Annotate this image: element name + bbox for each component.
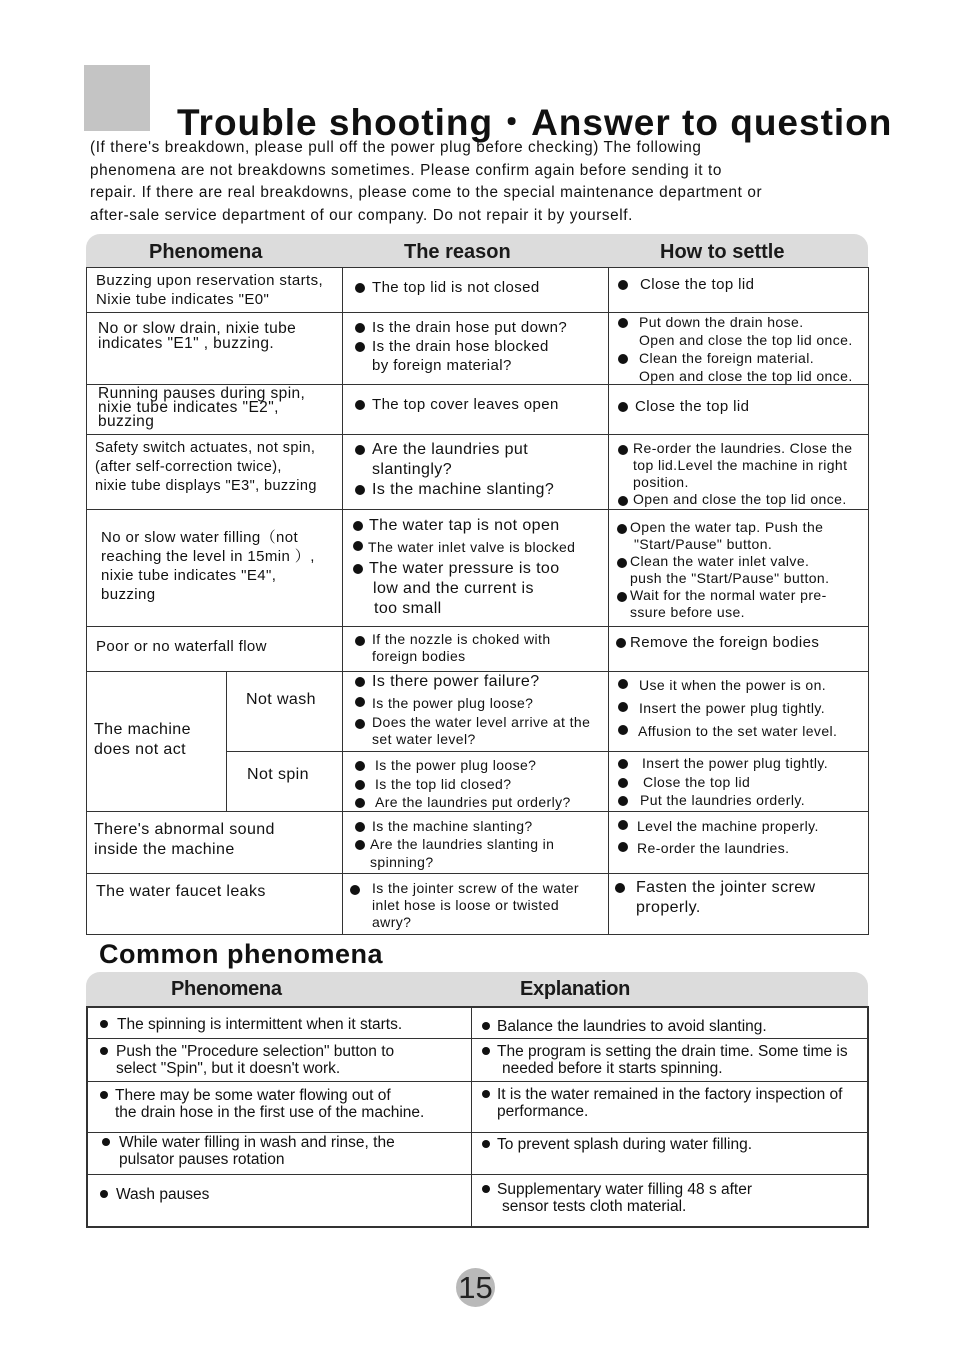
header-settle: How to settle — [660, 241, 785, 263]
trouble-row-3-phenomena: Safety switch actuates, not spin, (after self-correction twice), nixie tube displays "E3", buzzing — [95, 440, 317, 494]
trouble-row-6-not-wash-reasons: Is there power failure? Is the power plug loose? Does the water level arrive at the set water level? — [355, 672, 590, 748]
trouble-row-7-settle: Level the machine properly. Re-order the laundries. — [618, 815, 819, 859]
common-row-1-phenomena: Push the "Procedure selection" button to select "Spin", but it doesn't work. — [100, 1043, 394, 1077]
trouble-row-4-reasons: The water tap is not open The water inlet valve is blocked The water pressure is too low and the current is too small — [353, 516, 575, 619]
trouble-row-0-phenomena: Buzzing upon reservation starts, Nixie tube indicates "E0" — [96, 272, 324, 308]
trouble-row-6-not-wash-settle: Use it when the power is on. Insert the power plug tightly. Affusion to the set water level. — [618, 674, 837, 743]
title-decoration-square — [84, 65, 150, 131]
intro-line: phenomena are not breakdowns sometimes. Please confirm again before sending it to — [90, 161, 722, 179]
common-row-1-explanation: The program is setting the drain time. Some time is needed before it starts spinning. — [482, 1043, 848, 1077]
common-header-phenomena: Phenomena — [171, 978, 282, 1000]
trouble-row-1-phenomena: No or slow drain, nixie tube indicates "E1" , buzzing. — [98, 320, 297, 352]
trouble-row-6-not-spin-reasons: Is the power plug loose? Is the top lid closed? Are the laundries put orderly? — [355, 756, 571, 812]
common-row-0-phenomena: The spinning is intermittent when it starts. — [100, 1016, 402, 1033]
intro-line: repair. If there are real breakdowns, please come to the special maintenance department or — [90, 184, 763, 201]
trouble-row-2-reasons: The top cover leaves open — [355, 395, 559, 414]
trouble-row-8-phenomena: The water faucet leaks — [96, 883, 266, 900]
trouble-row-6-phenomena: The machine does not act — [94, 721, 191, 758]
trouble-row-2-phenomena: Running pauses during spin, nixie tube indicates "E2", buzzing — [98, 385, 306, 430]
common-table-header — [86, 972, 868, 1007]
trouble-row-2-settle: Close the top lid — [618, 397, 749, 416]
trouble-row-6-not-wash-label: Not wash — [246, 691, 316, 708]
common-row-3-phenomena: While water filling in wash and rinse, the pulsator pauses rotation — [102, 1134, 395, 1168]
trouble-row-8-reasons: Is the jointer screw of the water inlet hose is loose or twisted awry? — [350, 880, 579, 931]
trouble-row-4-phenomena: No or slow water filling（not reaching the level in 15min ）, nixie tube indicates "E4", buzzing — [101, 529, 315, 603]
page-title: Trouble shooting・Answer to question — [177, 102, 893, 143]
trouble-row-5-reasons: If the nozzle is choked with foreign bodies — [355, 631, 551, 665]
common-section-title: Common phenomena — [99, 939, 384, 969]
trouble-row-4-settle: Open the water tap. Push the "Start/Pause" button. Clean the water inlet valve. push the "Start/Pause" button. Wait for the normal water pre- ssure before use. — [617, 519, 829, 621]
trouble-row-0-settle: Close the top lid — [618, 275, 754, 294]
trouble-row-3-reasons: Are the laundries put slantingly? Is the machine slanting? — [355, 440, 554, 500]
trouble-table-header — [86, 234, 868, 268]
intro-line: (If there's breakdown, please pull off the power plug before checking) The following — [90, 139, 702, 156]
header-phenomena: Phenomena — [149, 241, 263, 263]
trouble-row-1-settle: Put down the drain hose. Open and close the top lid once. Clean the foreign material. Open and close the top lid once. — [618, 313, 853, 385]
trouble-row-5-phenomena: Poor or no waterfall flow — [96, 638, 267, 655]
common-header-explanation: Explanation — [520, 978, 631, 1000]
header-reason: The reason — [404, 241, 511, 263]
trouble-row-1-reasons: Is the drain hose put down? Is the drain hose blocked by foreign material? — [355, 318, 567, 375]
trouble-row-6-not-spin-settle: Insert the power plug tightly. Close the top lid Put the laundries orderly. — [618, 754, 828, 810]
intro-line: after-sale service department of our company. Do not repair it by yourself. — [90, 206, 633, 224]
trouble-row-6-not-spin-label: Not spin — [247, 766, 309, 783]
trouble-row-8-settle: Fasten the jointer screw properly. — [615, 878, 815, 918]
common-row-2-phenomena: There may be some water flowing out of the drain hose in the first use of the machine. — [100, 1087, 424, 1121]
trouble-row-7-phenomena: There's abnormal sound inside the machine — [94, 821, 275, 858]
intro-paragraph — [90, 137, 890, 227]
common-row-4-phenomena: Wash pauses — [100, 1186, 209, 1203]
trouble-row-7-reasons: Is the machine slanting? Are the laundries slanting in spinning? — [355, 817, 554, 871]
page-number: 15 — [458, 1270, 493, 1305]
trouble-row-0-reasons: The top lid is not closed — [355, 278, 540, 297]
common-row-4-explanation: Supplementary water filling 48 s after sensor tests cloth material. — [482, 1181, 752, 1215]
trouble-row-5-settle: Remove the foreign bodies — [616, 633, 819, 652]
trouble-row-3-settle: Re-order the laundries. Close the top lid.Level the machine in right position. Open and close the top lid once. — [618, 440, 852, 508]
common-row-3-explanation: To prevent splash during water filling. — [482, 1136, 752, 1153]
common-row-0-explanation: Balance the laundries to avoid slanting. — [482, 1018, 767, 1035]
common-row-2-explanation: It is the water remained in the factory inspection of performance. — [482, 1086, 842, 1120]
